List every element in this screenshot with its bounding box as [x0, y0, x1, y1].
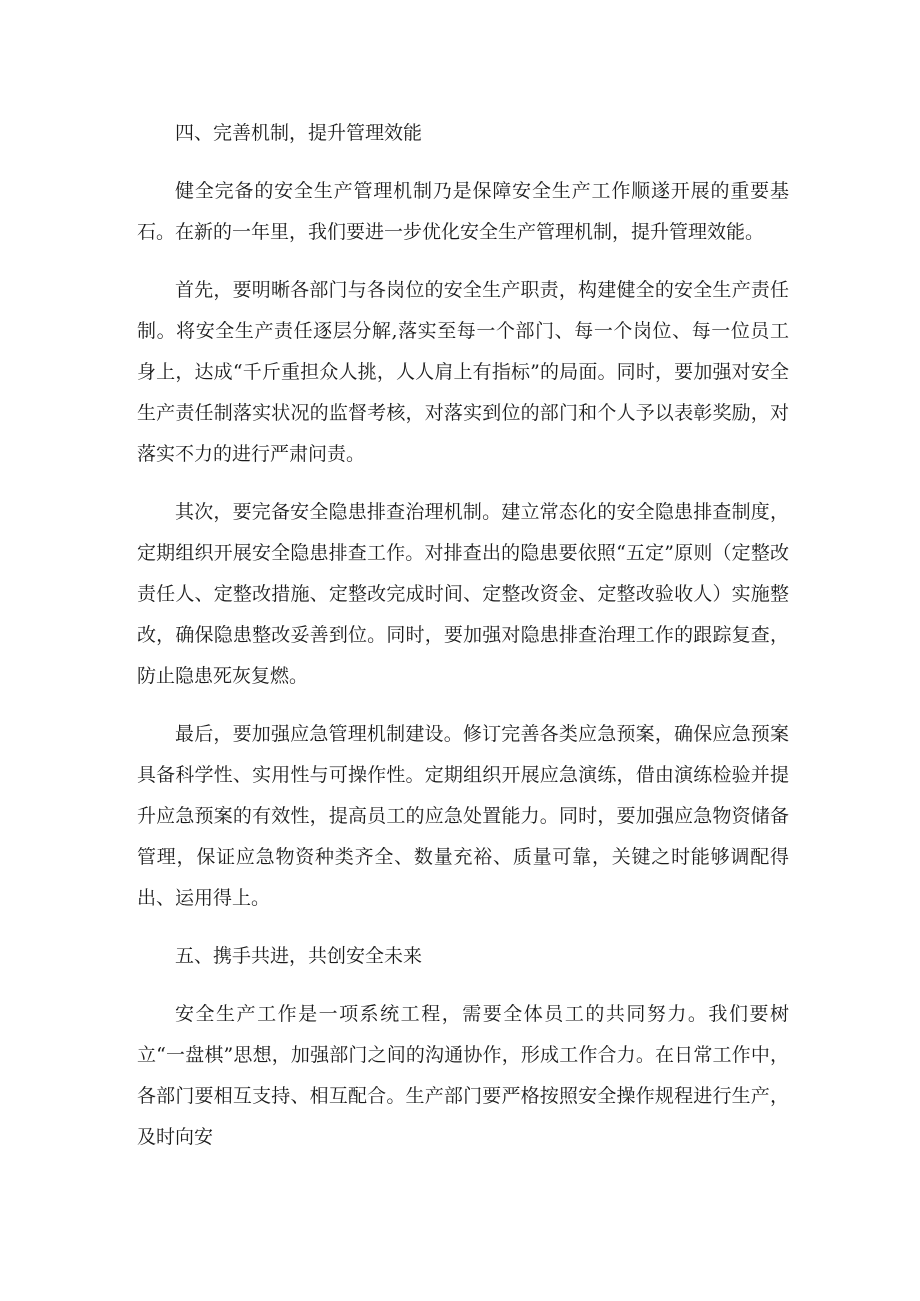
section-heading-5: 五、携手共进，共创安全未来	[175, 945, 423, 967]
paragraph: 安全生产工作是一项系统工程，需要全体员工的共同努力。我们要树立“一盘棋”思想，加强部门之间的沟通协作，形成工作合力。在日常工作中，各部门要相互支持、相互配合。生产部门要严格按照安全操作规程进行生产，及时向安	[137, 1003, 789, 1148]
paragraph: 最后，要加强应急管理机制建设。修订完善各类应急预案，确保应急预案具备科学性、实用性与可操作性。定期组织开展应急演练，借由演练检验并提升应急预案的有效性，提高员工的应急处置能力。同时，要加强应急物资储备管理，保证应急物资种类齐全、数量充裕、质量可靠，关键之时能够调配得出、运用得上。	[137, 723, 789, 909]
paragraph: 健全完备的安全生产管理机制乃是保障安全生产工作顺遂开展的重要基石。在新的一年里，我们要进一步优化安全生产管理机制，提升管理效能。	[137, 180, 789, 243]
document-body	[137, 113, 789, 1175]
section-heading-4: 四、完善机制，提升管理效能	[175, 122, 423, 144]
paragraph: 首先，要明晰各部门与各岗位的安全生产职责，构建健全的安全生产责任制。将安全生产责任逐层分解,落实至每一个部门、每一个岗位、每一位员工身上，达成“千斤重担众人挑，人人肩上有指标”的局面。同时，要加强对安全生产责任制落实状况的监督考核，对落实到位的部门和个人予以表彰奖励，对落实不力的进行严肃问责。	[137, 279, 789, 465]
paragraph: 其次，要完备安全隐患排查治理机制。建立常态化的安全隐患排查制度，定期组织开展安全隐患排查工作。对排查出的隐患要依照“五定”原则（定整改责任人、定整改措施、定整改完成时间、定整改资金、定整改验收人）实施整改，确保隐患整改妥善到位。同时，要加强对隐患排查治理工作的跟踪复查，防止隐患死灰复燃。	[137, 501, 789, 687]
